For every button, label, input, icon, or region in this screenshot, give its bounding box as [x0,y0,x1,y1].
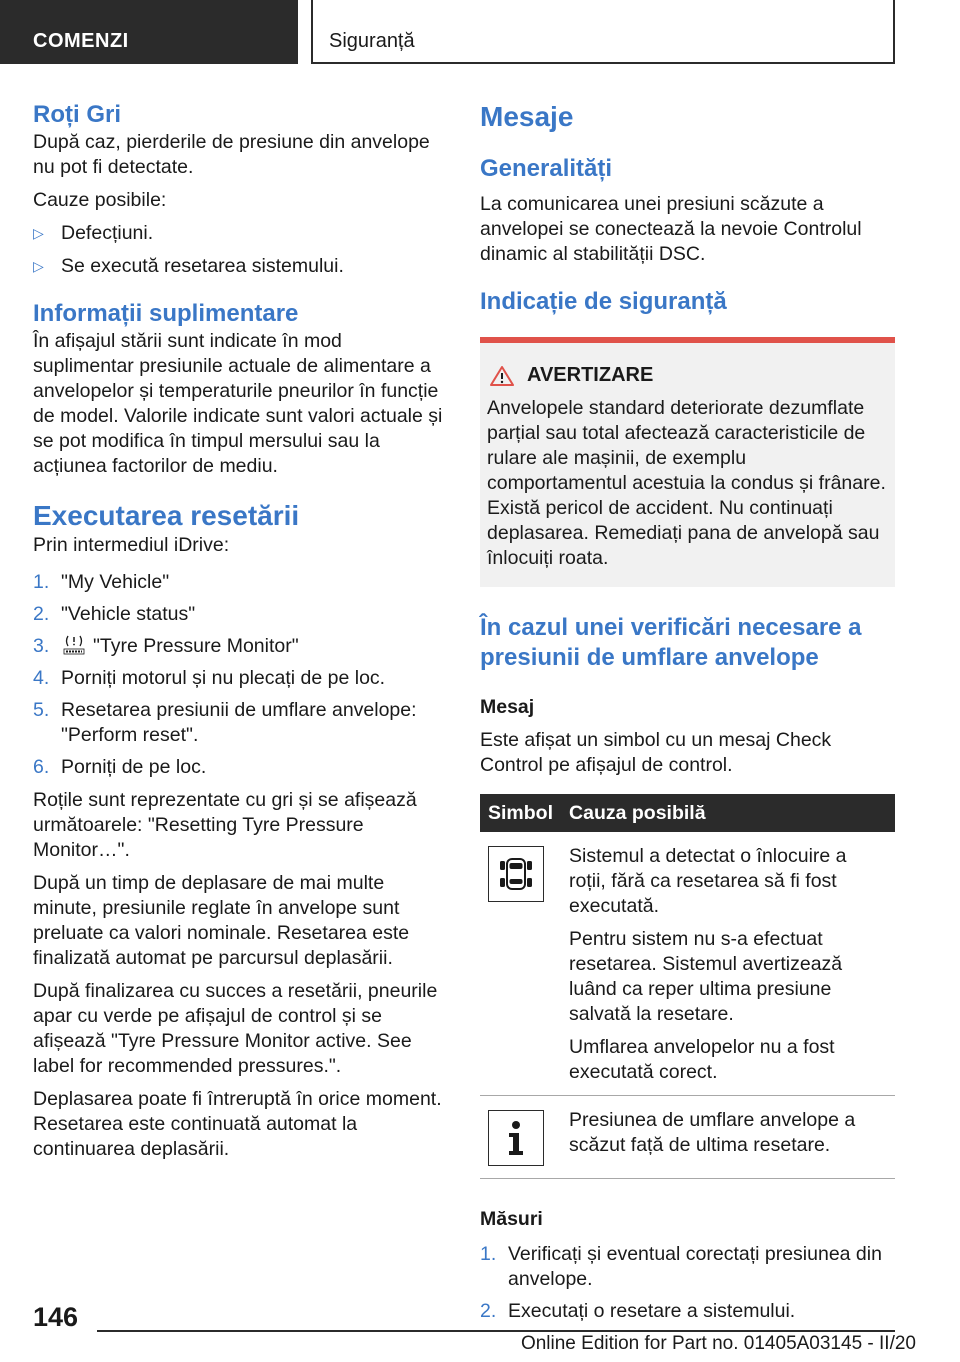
list-item [33,755,447,780]
step-number: 1. [33,571,50,593]
symbol-cell [480,832,561,1096]
warning-label: AVERTIZARE [527,364,654,386]
heading-messages: Mesaje [480,101,574,132]
paragraph: După un timp de deplasare de mai multe minute, presiunile reglate în anvelope sunt preluate ca valori nominale. Resetarea este finalizată automat pe parcursul deplasării. [33,872,410,969]
symbol-box [488,846,544,902]
cause-text: Presiunea de umflare anvelope a scăzut față de ultima resetare. [569,1109,856,1156]
heading-general: Generalități [480,155,613,182]
list-item [33,698,447,748]
column-header: Cauza posibilă [561,794,895,832]
step-number: 2. [480,1300,497,1322]
footer-divider [97,1330,895,1332]
list-item [33,221,447,246]
paragraph: Cauze posibile: [33,189,167,211]
list-item [33,254,447,279]
message-table [480,794,895,1179]
page-number: 146 [33,1302,79,1332]
triangle-bullet-icon: ▷ [33,225,44,241]
section-title: COMENZI [33,30,129,52]
symbol-box [488,1110,544,1166]
table-header-row [480,794,895,832]
car-tyres-icon [493,851,539,897]
heading-safety-note: Indicație de siguranță [480,288,727,315]
right-column [480,100,895,1324]
step-text: "Vehicle status" [61,603,196,625]
paragraph: Prin intermediul iDrive: [33,534,230,556]
heading-gray-wheels: Roți Gri [33,101,121,128]
symbol-cell [480,1096,561,1179]
list-item-text: Se execută resetarea sistemului. [61,255,344,277]
step-text: Porniți de pe loc. [61,756,207,778]
step-number: 5. [33,699,50,721]
warning-header [487,363,887,388]
paragraph: Este afișat un simbol cu un mesaj Check Control pe afișajul de control. [480,729,832,776]
paragraph: În afișajul stării sunt indicate în mod suplimentar presiunile actuale de alimentare a anvelopelor și temperaturile pneurilor în funcție de model. Valorile indicate sunt valori actuale și se pot modifica în timpul mersului sau la acțiunea factorilor de mediu. [33,330,443,477]
paragraph: La comunicarea unei presiuni scăzute a anvelopei se conectează la nevoie Controlul dinamic al stabilității DSC. [480,193,862,265]
cause-text: Sistemul a detectat o înlocuire a roții, fără ca resetarea să fi fost executată. [569,845,847,917]
table-row [480,832,895,1096]
paragraph: Deplasarea poate fi întreruptă în orice moment. Resetarea este continuată automat la continuarea deplasării. [33,1088,442,1160]
list-item [33,570,447,595]
table-row [480,1096,895,1179]
warning-text: Anvelopele standard deteriorate dezumflate parțial sau total afectează caracteristicile de rulare ale mașinii, de exemplu comportamentul acestuia la condus și frânare. Există pericol de accident. Nu continuați deplasarea. Remediați pana de anvelopă sau înlocuiți roata. [487,397,886,569]
step-number: 3. [33,635,50,657]
section-tab [0,0,298,64]
heading-pressure-check: În cazul unei verificări necesare a presiunii de umflare anvelope [480,614,862,671]
paragraph: După caz, pierderile de presiune din anvelope nu pot fi detectate. [33,131,430,178]
left-column [33,100,447,1162]
subheading-message: Mesaj [480,696,535,718]
list-item [33,666,447,691]
column-header: Simbol [480,794,561,832]
edition-note: Online Edition for Part no. 01405A03145 - II/20 [520,1333,916,1354]
step-number: 4. [33,667,50,689]
step-text: Resetarea presiunii de umflare anvelope: "Perform reset". [61,699,417,746]
info-icon [493,1115,539,1161]
step-text: Verificați și eventual corectați presiunea din anvelope. [508,1243,882,1290]
step-text: "Tyre Pressure Monitor" [93,635,299,657]
paragraph: Roțile sunt reprezentate cu gri și se afișează următoarele: "Resetting Tyre Pressure Monitor…". [33,789,417,861]
subheading-measures: Măsuri [480,1208,543,1230]
cause-cell [561,1096,895,1179]
heading-additional-info: Informații suplimentare [33,300,299,327]
step-number: 2. [33,603,50,625]
cause-cell [561,832,895,1096]
triangle-bullet-icon: ▷ [33,258,44,274]
heading-reset: Executarea resetării [33,500,300,531]
step-number: 6. [33,756,50,778]
list-item [480,1299,895,1324]
chapter-title: Siguranță [329,30,415,52]
step-text: Executați o resetare a sistemului. [508,1300,796,1322]
warning-triangle-icon [489,365,515,387]
warning-box [480,337,895,587]
list-item [480,1242,895,1292]
cause-text: Pentru sistem nu s-a efectuat resetarea. Sistemul avertizează luând ca reper ultima presiune salvată la resetare. [569,928,843,1025]
paragraph: După finalizarea cu succes a resetării, pneurile apar cu verde pe afișajul de control și se afișează "Tyre Pressure Monitor active. See label for recommended pressures.". [33,980,438,1077]
chapter-box [311,0,895,64]
cause-text: Umflarea anvelopelor nu a fost executată corect. [569,1036,835,1083]
step-number: 1. [480,1243,497,1265]
list-item [33,602,447,627]
tyre-reset-icon [63,634,85,656]
step-text: Porniți motorul și nu plecați de pe loc. [61,667,386,689]
list-item-text: Defecțiuni. [61,222,154,244]
step-text: "My Vehicle" [61,571,170,593]
list-item [33,634,447,659]
